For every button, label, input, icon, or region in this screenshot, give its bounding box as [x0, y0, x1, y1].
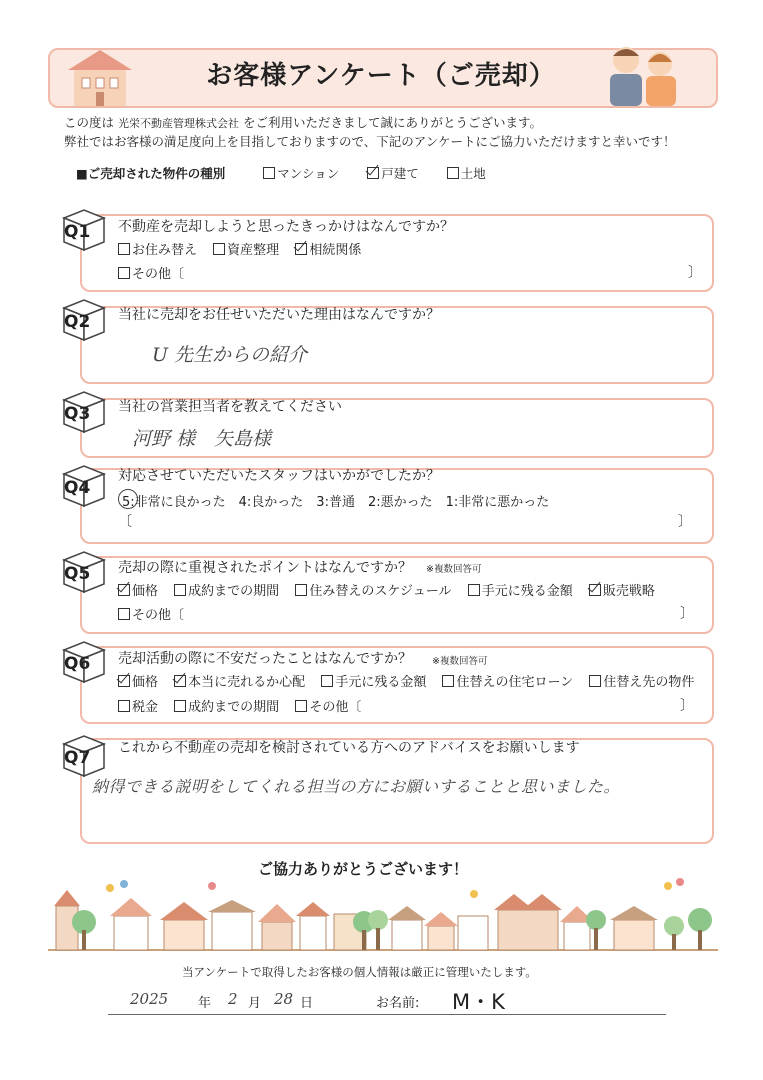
date-year-label: 年 — [198, 996, 212, 1011]
q6-option-sellable[interactable]: 本当に売れるか心配 — [174, 675, 305, 690]
checkbox-checked[interactable] — [367, 167, 379, 179]
property-option-land[interactable]: 土地 — [447, 166, 486, 181]
q5-other[interactable]: その他〔 — [118, 604, 184, 623]
q5-option-proceeds[interactable]: 手元に残る金額 — [468, 584, 573, 599]
q7-number: Q7 — [64, 748, 91, 768]
q5-option-price[interactable]: 価格 — [118, 584, 158, 599]
thanks-text: ご協力ありがとうございます！ — [258, 860, 469, 878]
q5-option-period[interactable]: 成約までの期間 — [174, 584, 279, 599]
q5-other-close: 〕 — [680, 606, 694, 622]
privacy-notice: 当アンケートで取得したお客様の個人情報は厳正に管理いたします。 — [182, 965, 537, 979]
checkbox[interactable] — [118, 608, 130, 620]
checkbox[interactable] — [118, 267, 130, 279]
q5-option-schedule[interactable]: 住み替えのスケジュール — [295, 584, 451, 599]
checkbox-checked[interactable] — [118, 675, 130, 687]
checkbox-checked[interactable] — [589, 584, 601, 596]
q1-option-inheritance[interactable]: 相続関係 — [295, 243, 361, 258]
q1-other-close: 〕 — [688, 265, 702, 281]
q3-text: 当社の営業担当者を教えてください — [118, 399, 342, 415]
q6-option-next-property[interactable]: 住替え先の物件 — [589, 675, 694, 690]
checkbox-checked[interactable] — [295, 243, 307, 255]
q4-text: 対応させていただいたスタッフはいかがでしたか？ — [118, 468, 440, 484]
q4-comment-open: 〔 — [118, 514, 132, 530]
q5-number: Q5 — [64, 564, 91, 584]
checkbox[interactable] — [263, 167, 275, 179]
property-type-label: ■ご売却された物件の種別 — [76, 166, 226, 181]
intro-line2: 弊社ではお客様の満足度向上を目指しておりますので、下記のアンケートにご協力いただけますと幸いです！ — [64, 134, 676, 149]
q4-comment-close: 〕 — [678, 514, 692, 530]
q1-text: 不動産を売却しようと思ったきっかけはなんですか？ — [118, 219, 454, 235]
company-name: 光栄不動産管理株式会社 — [118, 117, 239, 130]
customer-name[interactable]: M・K — [452, 990, 505, 1014]
date-day-label: 日 — [300, 996, 314, 1011]
q4-number: Q4 — [64, 478, 91, 498]
checkbox[interactable] — [447, 167, 459, 179]
signature-line — [108, 1014, 666, 1015]
checkbox[interactable] — [442, 675, 454, 687]
q2-number: Q2 — [64, 312, 91, 332]
q3-answer[interactable]: 河野 様 矢島様 — [132, 428, 272, 450]
q1-option-asset[interactable]: 資産整理 — [213, 243, 279, 258]
q6-option-other[interactable]: その他〔 — [295, 700, 361, 715]
date-month-label: 月 — [248, 996, 262, 1011]
intro-suffix: をご利用いただきまして誠にありがとうございます。 — [242, 115, 542, 130]
q1-number: Q1 — [64, 222, 91, 242]
intro-prefix: この度は — [64, 115, 115, 130]
q6-options-row2 — [118, 696, 373, 715]
q6-option-period[interactable]: 成約までの期間 — [174, 700, 279, 715]
q7-text: これから不動産の売却を検討されている方へのアドバイスをお願いします — [118, 740, 580, 756]
checkbox[interactable] — [295, 700, 307, 712]
date-month[interactable]: 2 — [228, 990, 238, 1008]
q6-other-close: 〕 — [680, 698, 694, 714]
q1-options — [118, 239, 373, 258]
checkbox[interactable] — [118, 700, 130, 712]
checkbox-checked[interactable] — [174, 675, 186, 687]
q7-answer[interactable]: 納得できる説明をしてくれる担当の方にお願いすることと思いました。 — [92, 777, 621, 796]
q6-option-proceeds[interactable]: 手元に残る金額 — [321, 675, 426, 690]
q5-option-strategy[interactable]: 販売戦略 — [589, 584, 655, 599]
checkbox[interactable] — [174, 700, 186, 712]
q1-other[interactable]: その他〔 — [118, 263, 184, 282]
q3-number: Q3 — [64, 404, 91, 424]
q5-text: 売却の際に重視されたポイントはなんですか？ — [118, 560, 412, 576]
intro-text — [64, 114, 704, 151]
checkbox[interactable] — [213, 243, 225, 255]
q6-number: Q6 — [64, 654, 91, 674]
q1-option-relocation[interactable]: お住み替え — [118, 243, 197, 258]
q5-options — [118, 580, 667, 599]
town-illustration-icon — [48, 876, 718, 954]
q6-option-tax[interactable]: 税金 — [118, 700, 158, 715]
checkbox[interactable] — [321, 675, 333, 687]
date-year[interactable]: 2025 — [130, 990, 169, 1008]
checkbox[interactable] — [118, 243, 130, 255]
q2-text: 当社に売却をお任せいただいた理由はなんですか？ — [118, 307, 440, 323]
q6-option-price[interactable]: 価格 — [118, 675, 158, 690]
name-label: お名前: — [376, 996, 420, 1011]
checkbox[interactable] — [174, 584, 186, 596]
property-option-house[interactable]: 戸建て — [367, 166, 419, 181]
property-type-row — [76, 164, 510, 182]
q6-note: ※複数回答可 — [432, 656, 488, 667]
checkbox[interactable] — [468, 584, 480, 596]
checkbox-checked[interactable] — [118, 584, 130, 596]
q6-text: 売却活動の際に不安だったことはなんですか？ — [118, 651, 412, 667]
checkbox[interactable] — [295, 584, 307, 596]
q5-note: ※複数回答可 — [426, 564, 482, 575]
property-option-mansion[interactable]: マンション — [263, 166, 339, 181]
q6-options-row1 — [118, 671, 706, 690]
date-day[interactable]: 28 — [274, 990, 294, 1008]
checkbox[interactable] — [589, 675, 601, 687]
staff-illustration-icon — [600, 40, 684, 108]
q4-scale[interactable]: 5:非常に良かった 4:良かった 3:普通 2:悪かった 1:非常に悪かった — [122, 495, 550, 510]
page-title: お客様アンケート（ご売却） — [206, 61, 556, 91]
q2-answer[interactable]: U 先生からの紹介 — [152, 344, 308, 366]
q6-option-loan[interactable]: 住替えの住宅ローン — [442, 675, 573, 690]
